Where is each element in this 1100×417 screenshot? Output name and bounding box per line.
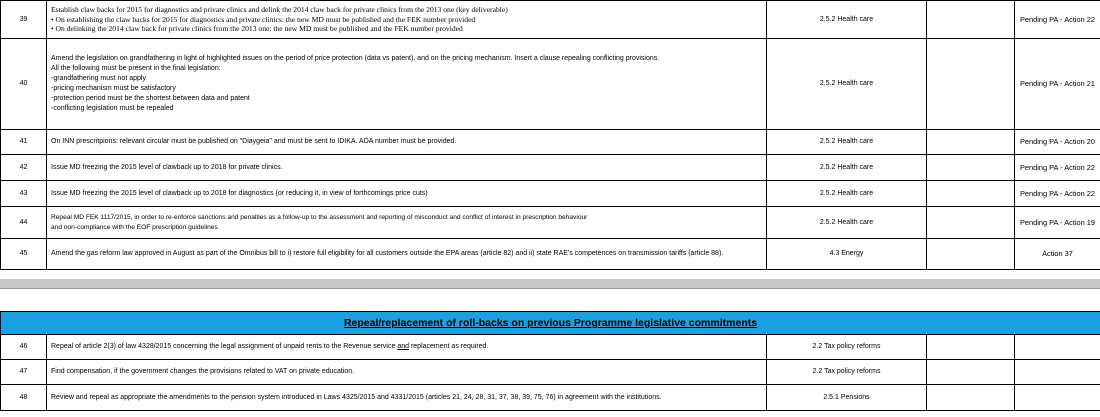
empty-cell (927, 39, 1015, 130)
table-row (1, 155, 1100, 181)
row-number: 41 (1, 130, 47, 155)
table-row (1, 239, 1100, 270)
row-description (47, 360, 767, 385)
policy-area: 2.5.2 Health care (767, 130, 927, 155)
policy-area: 2.5.2 Health care (767, 207, 927, 239)
table-row (1, 1, 1100, 39)
policy-area: 4.3 Energy (767, 239, 927, 270)
table-row (1, 39, 1100, 130)
description-line: -protection period must be the shortest between data and patent (51, 95, 250, 102)
table-row (1, 181, 1100, 207)
table-row (1, 207, 1100, 239)
description-line: Amend the gas reform law approved in August as part of the Omnibus bill to i) restore full eligibility for all customers outside the EPA areas (article 82) and ii) state RAE's competences on transmission tariffs (article 88). (51, 250, 724, 257)
description-line: Repeal MD FEK 1117/2015, in order to re-enforce sanctions and penalties as a follow-up to the assessment and reporting of misconduct and conflict of interest in prescription behaviour (51, 213, 588, 221)
description-line: -pricing mechanism must be satisfactory (51, 85, 176, 92)
status-cell (1015, 385, 1100, 411)
description-line: • On delinking the 2014 claw back for private clinics from the 2013 one: the new MD must be published and the FEK number provided (51, 24, 463, 34)
description-line: -conflicting legislation must be repealed (51, 105, 174, 112)
description-line: Issue MD freezing the 2015 level of clawback up to 2018 for diagnostics (or reducing it, in view of forthcomings price cuts) (51, 189, 428, 197)
status-cell: Pending PA - Action 22 (1015, 181, 1100, 207)
row-number: 43 (1, 181, 47, 207)
description-line: All the following must be present in the final legislation: (51, 65, 221, 72)
table-row (1, 385, 1100, 411)
row-number: 47 (1, 360, 47, 385)
row-number: 44 (1, 207, 47, 239)
row-number: 42 (1, 155, 47, 181)
table-row (1, 335, 1100, 360)
row-number: 40 (1, 39, 47, 130)
status-cell: Pending PA - Action 21 (1015, 39, 1100, 130)
empty-cell (927, 360, 1015, 385)
description-text-end: replacement as required. (409, 343, 489, 350)
underlined-word: and (397, 343, 410, 350)
description-line: • On establishing the claw backs for 2015 for diagnostics and private clinics: the new MD must be published and the FEK number provided (51, 14, 476, 24)
policy-area: 2.5.2 Health care (767, 155, 927, 181)
table-row (1, 360, 1100, 385)
row-description (47, 181, 767, 207)
status-cell: Pending PA - Action 20 (1015, 130, 1100, 155)
row-description (47, 155, 767, 181)
row-number: 39 (1, 1, 47, 39)
status-cell: Action 37 (1015, 239, 1100, 270)
policy-area: 2.5.2 Health care (767, 39, 927, 130)
empty-cell (927, 207, 1015, 239)
section-header-row (1, 312, 1100, 335)
empty-cell (927, 239, 1015, 270)
policy-area: 2.2 Tax policy reforms (767, 335, 927, 360)
description-text: Repeal of article 2(3) of law 4328/2015 concerning the legal assignment of unpaid rents to the Revenue service (51, 343, 398, 350)
status-cell (1015, 360, 1100, 385)
policy-area: 2.5.1 Pensions (767, 385, 927, 411)
row-number: 46 (1, 335, 47, 360)
row-description (47, 39, 767, 130)
empty-cell (927, 181, 1015, 207)
section-title-cell (1, 312, 1100, 335)
status-cell (1015, 335, 1100, 360)
status-cell: Pending PA - Action 19 (1015, 207, 1100, 239)
row-description (47, 1, 767, 39)
section-title: Repeal/replacement of roll-backs on previous Programme legislative commitments (343, 317, 758, 329)
description-line: -grandfathering must not apply (51, 75, 146, 82)
policy-area: 2.2 Tax policy reforms (767, 360, 927, 385)
rollbacks-table (0, 311, 1100, 411)
row-number: 48 (1, 385, 47, 411)
row-description (47, 130, 767, 155)
empty-cell (927, 335, 1015, 360)
description-line: Establish claw backs for 2015 for diagnostics and private clinics and delink the 2014 claw back for private clinics from the 2013 one (key deliverable) (51, 5, 508, 15)
description-line: Issue MD freezing the 2015 level of clawback up to 2018 for private clinics. (51, 163, 283, 171)
description-text: Find compensation, if the government changes the provisions related to VAT on private education. (51, 368, 355, 375)
empty-cell (927, 1, 1015, 39)
description-line: and non-compliance with the EOF prescription guidelines (51, 223, 218, 231)
status-cell: Pending PA - Action 22 (1015, 1, 1100, 39)
row-number: 45 (1, 239, 47, 270)
description-line: Amend the legislation on grandfathering in light of highlighted issues on the period of price protection (data vs patent), and on the pricing mechanism. Insert a clause repealing conflicting provisions. (51, 55, 660, 62)
scroll-band (0, 279, 1100, 289)
empty-cell (927, 130, 1015, 155)
description-text: Review and repeal as appropriate the amendments to the pension system introduced in Laws 4325/2015 and 4331/2015 (articles 21, 24, 28, 31, 37, 38, 39, 75, 76) in agreement with the institutions. (51, 393, 662, 401)
status-cell: Pending PA - Action 22 (1015, 155, 1100, 181)
row-description (47, 239, 767, 270)
row-description (47, 207, 767, 239)
policy-area: 2.5.2 Health care (767, 181, 927, 207)
row-description (47, 385, 767, 411)
empty-cell (927, 385, 1015, 411)
policy-area: 2.5.2 Health care (767, 1, 927, 39)
description-line: On INN prescritpions: relevant circular must be published on "Diaygeia" and must be sent to IDIKA. ADA number must be provided. (51, 138, 457, 145)
empty-cell (927, 155, 1015, 181)
table-row (1, 130, 1100, 155)
row-description (47, 335, 767, 360)
